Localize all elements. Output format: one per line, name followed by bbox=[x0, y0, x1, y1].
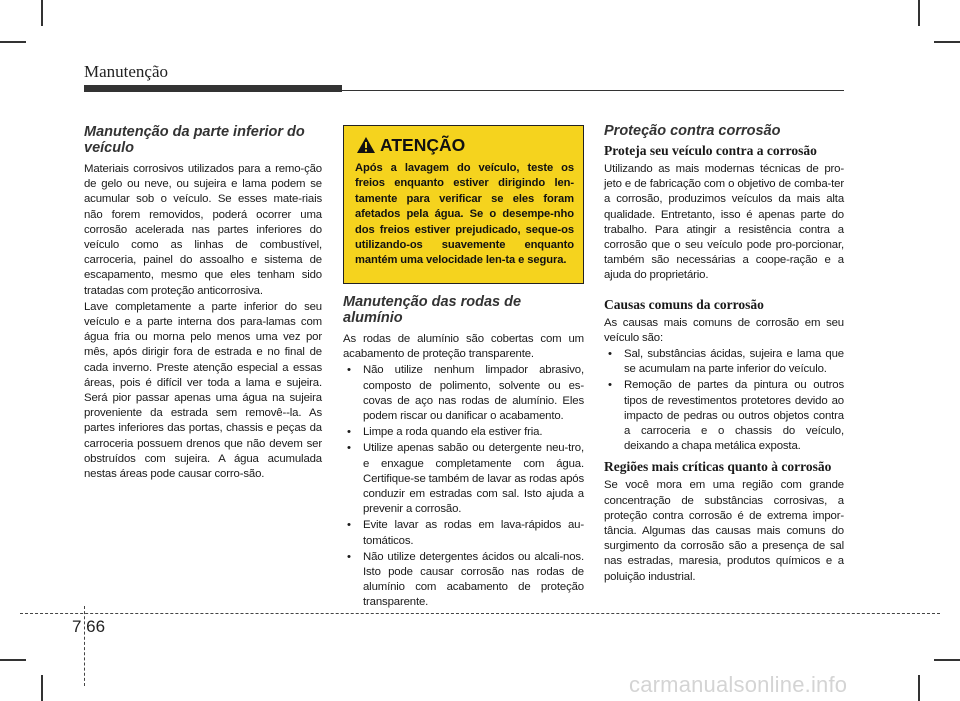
corrosion-subheading-protect: Proteja seu veículo contra a corrosão bbox=[604, 143, 817, 158]
wheels-heading: Manutenção das rodas de alumínio bbox=[343, 294, 522, 326]
underbody-paragraph-2: Lave completamente a parte inferior do seu veículo e a parte interna dos para-lamas com água fria ou morna pelo menos uma vez por mês, após dirigir fora de estrada e no final de cada inverno. Preste atenção especial a essas áreas, pois é difícil ver toda a lama e sujeira. Será pior passar apenas uma água na sujeira proveniente da estrada sem removê--la. As partes inferiores das portas, chassis e peças da carroceria possuem drenos que não devem ser obstruídos com sujeira. A água acumulada nestas áreas pode causar corro-são. bbox=[84, 300, 322, 481]
corrosion-heading: Proteção contra corrosão bbox=[604, 123, 781, 139]
corrosion-bullet bbox=[604, 347, 844, 377]
bullet-icon: • bbox=[347, 442, 351, 455]
bullet-icon: • bbox=[608, 379, 612, 392]
crop-mark bbox=[41, 0, 43, 26]
wheels-bullet bbox=[343, 550, 584, 611]
wheels-bullet bbox=[343, 425, 584, 440]
section-title: Manutenção bbox=[84, 62, 169, 81]
underbody-paragraph-1: Materiais corrosivos utilizados para a remo-ção de gelo ou neve, ou sujeira e lama podem se acumular sob o veículo. Se esses mate-riais não forem removidos, poderá ocorrer uma corrosão acelerada nas partes inferiores do veículo como as linhas de combustível, carroceria, painel do assoalho e sistema de escapamento, mesmo que eles tenham sido tratadas com proteção anticorrosiva. bbox=[84, 163, 322, 297]
corrosion-paragraph-1: Utilizando as mais modernas técnicas de pro-jeto e de fabricação com o objetivo de comba-ter a corrosão, produzimos veículos da mais alta qualidade. Entretanto, isso é apenas parte do trabalho. Para atingir a resistência contra a corrosão que o seu veículo pode pro-porcionar, também são necessárias a coope-ração e a ajuda do proprietário. bbox=[604, 163, 844, 282]
wheels-bullet-text: Utilize apenas sabão ou detergente neu-tro, e enxague completamente com água. Certifique-se também de lavar as rodas após conduzir em estradas com sal. Isto ajuda a prevenir a corrosão. bbox=[363, 442, 584, 516]
corrosion-bullet-text: Remoção de partes da pintura ou outros tipos de revestimentos protetores devido ao impacto de pedras ou outros objetos contra a carroceria e o chassis do veículo, deixando a chapa metálica exposta. bbox=[624, 379, 844, 453]
crop-mark bbox=[0, 41, 26, 43]
crop-mark bbox=[934, 659, 960, 661]
warning-title: ATENÇÃO bbox=[380, 135, 466, 155]
warning-box bbox=[343, 125, 584, 284]
bullet-icon: • bbox=[347, 364, 351, 377]
wheels-bullet bbox=[343, 363, 584, 424]
wheels-bullet-text: Não utilize nenhum limpador abrasivo, composto de polimento, solvente ou es-covas de aço nas rodas de alumínio. Eles podem riscar ou danificar o acabamento. bbox=[363, 364, 584, 423]
corrosion-paragraph-2: As causas mais comuns de corrosão em seu veículo são: bbox=[604, 316, 844, 344]
corrosion-bullet bbox=[604, 378, 844, 454]
crop-mark bbox=[934, 41, 960, 43]
header-rule bbox=[342, 90, 844, 91]
underbody-heading: Manutenção da parte inferior do veículo bbox=[84, 124, 305, 156]
warning-text: Após a lavagem do veículo, teste os freios enquanto estiver dirigindo len-tamente para verificar se eles foram afetados pela água. Se o desempe-nho dos freios estiver prejudicado, seque-os utilizando-os suavemente enquanto mantém uma velocidade len-ta e segura. bbox=[355, 162, 574, 267]
watermark: carmanualsonline.info bbox=[629, 672, 848, 697]
middle-column bbox=[343, 294, 584, 612]
warning-triangle-icon bbox=[356, 136, 376, 154]
corrosion-subheading-causes: Causas comuns da corrosão bbox=[604, 296, 764, 312]
wheels-bullet bbox=[343, 518, 584, 548]
bullet-icon: • bbox=[347, 519, 351, 532]
wheels-bullet bbox=[343, 441, 584, 517]
corrosion-bullet-text: Sal, substâncias ácidas, sujeira e lama que se acumulam na parte inferior do veículo. bbox=[624, 348, 844, 376]
wheels-intro: As rodas de alumínio são cobertas com um acabamento de proteção transparente. bbox=[343, 333, 584, 361]
crop-mark bbox=[918, 675, 920, 701]
left-column bbox=[84, 124, 322, 482]
footer-dashed-rule bbox=[20, 613, 940, 614]
crop-mark bbox=[0, 659, 26, 661]
wheels-bullet-text: Não utilize detergentes ácidos ou alcali-nos. Isto pode causar corrosão nas rodas de alumínio com acabamento de proteção transparente. bbox=[363, 550, 584, 609]
bullet-icon: • bbox=[347, 550, 351, 563]
header-bar bbox=[84, 85, 342, 92]
crop-mark bbox=[918, 0, 920, 26]
page-number: 7 66 bbox=[72, 617, 106, 636]
wheels-bullet-text: Evite lavar as rodas em lava-rápidos au-tomáticos. bbox=[363, 519, 584, 547]
corrosion-subheading-regions: Regiões mais críticas quanto à corrosão bbox=[604, 459, 832, 475]
right-column bbox=[604, 123, 844, 585]
bullet-icon: • bbox=[347, 426, 351, 439]
bullet-icon: • bbox=[608, 348, 612, 361]
wheels-bullet-text: Limpe a roda quando ela estiver fria. bbox=[363, 426, 543, 439]
corrosion-paragraph-3: Se você mora em uma região com grande concentração de substâncias corrosivas, a proteção contra corrosão é de extrema impor-tância. Algumas das causas mais comuns do surgimento da corrosão são a presença de sal nas estradas, maresia, produtos químicos e a poluição industrial. bbox=[604, 479, 844, 583]
crop-mark bbox=[41, 675, 43, 701]
